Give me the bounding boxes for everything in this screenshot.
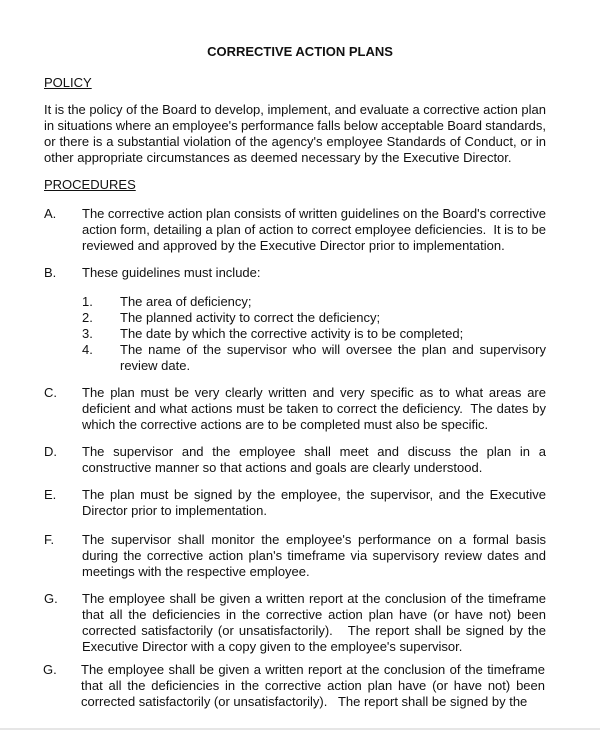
item-label: G. (43, 662, 57, 677)
text-line: The area of deficiency; (120, 294, 252, 309)
text-line: It is the policy of the Board to develop, implement, and evaluate a corrective action plan (44, 102, 546, 117)
item-label: 1. (82, 294, 93, 309)
text-line: The supervisor and the employee shall meet and discuss the plan in a (82, 444, 546, 459)
text-line: deficient and what actions must be taken to correct the deficiency. The dates by (82, 401, 546, 416)
text-line: Executive Director with a copy given to the employee's supervisor. (82, 639, 463, 654)
item-text (82, 591, 546, 655)
text-line: that all the deficiencies in the corrective action plan have (or have not) been (82, 607, 546, 622)
item-text (82, 444, 546, 476)
text-line: which the corrective actions are to be completed must also be specific. (82, 417, 489, 432)
text-line: The employee shall be given a written report at the conclusion of the timeframe (81, 662, 545, 677)
text-line: These guidelines must include: (82, 265, 261, 280)
policy-heading: POLICY (44, 75, 92, 90)
item-label: A. (44, 206, 57, 221)
procedures-heading: PROCEDURES (44, 177, 136, 192)
text-line: The name of the supervisor who will oversee the plan and supervisory (120, 342, 546, 357)
text-line: The employee shall be given a written report at the conclusion of the timeframe (82, 591, 546, 606)
text-line: during the corrective action plan's timeframe via supervisory review dates and (82, 548, 546, 563)
item-label: C. (44, 385, 57, 400)
text-line: Director prior to implementation. (82, 503, 267, 518)
text-line: The plan must be signed by the employee, the supervisor, and the Executive (82, 487, 546, 502)
item-text (82, 532, 546, 580)
text-line: The plan must be very clearly written and very specific as to what areas are (82, 385, 546, 400)
item-text (82, 206, 546, 254)
text-line: action form, detailing a plan of action to correct employee deficiencies. It is to be (82, 222, 546, 237)
document-title: CORRECTIVE ACTION PLANS (207, 44, 393, 59)
item-label: D. (44, 444, 57, 459)
text-line: The supervisor shall monitor the employee's performance on a formal basis (82, 532, 546, 547)
item-text (82, 487, 546, 519)
item-text (82, 265, 546, 281)
item-text (120, 342, 546, 374)
item-label: F. (44, 532, 55, 547)
text-line: in situations where an employee's performance falls below acceptable Board standards, (44, 118, 546, 133)
text-line: corrected satisfactorily (or unsatisfactorily). The report shall be signed by the (82, 623, 546, 638)
item-label: G. (44, 591, 58, 606)
item-label: E. (44, 487, 57, 502)
text-line: The corrective action plan consists of written guidelines on the Board's corrective (82, 206, 546, 221)
item-text (81, 662, 545, 710)
item-text (120, 294, 546, 310)
item-label: 4. (82, 342, 93, 357)
item-label: 2. (82, 310, 93, 325)
text-line: or there is a substantial violation of the agency's employee Standards of Conduct, or in (44, 134, 546, 149)
item-text (82, 385, 546, 433)
item-label: B. (44, 265, 57, 280)
text-line: that all the deficiencies in the corrective action plan have (or have not) been (81, 678, 545, 693)
text-line: meetings with the respective employee. (82, 564, 310, 579)
text-line: The date by which the corrective activity is to be completed; (120, 326, 464, 341)
text-line: constructive manner so that actions and goals are clearly understood. (82, 460, 483, 475)
item-label: 3. (82, 326, 93, 341)
text-line: other appropriate circumstances as deemed necessary by the Executive Director. (44, 150, 512, 165)
item-text (120, 326, 546, 342)
policy-paragraph (44, 102, 546, 166)
text-line: review date. (120, 358, 191, 373)
text-line: corrected satisfactorily (or unsatisfactorily). The report shall be signed by the (81, 694, 528, 709)
text-line: The planned activity to correct the deficiency; (120, 310, 381, 325)
item-text (120, 310, 546, 326)
text-line: reviewed and approved by the Executive Director prior to implementation. (82, 238, 505, 253)
